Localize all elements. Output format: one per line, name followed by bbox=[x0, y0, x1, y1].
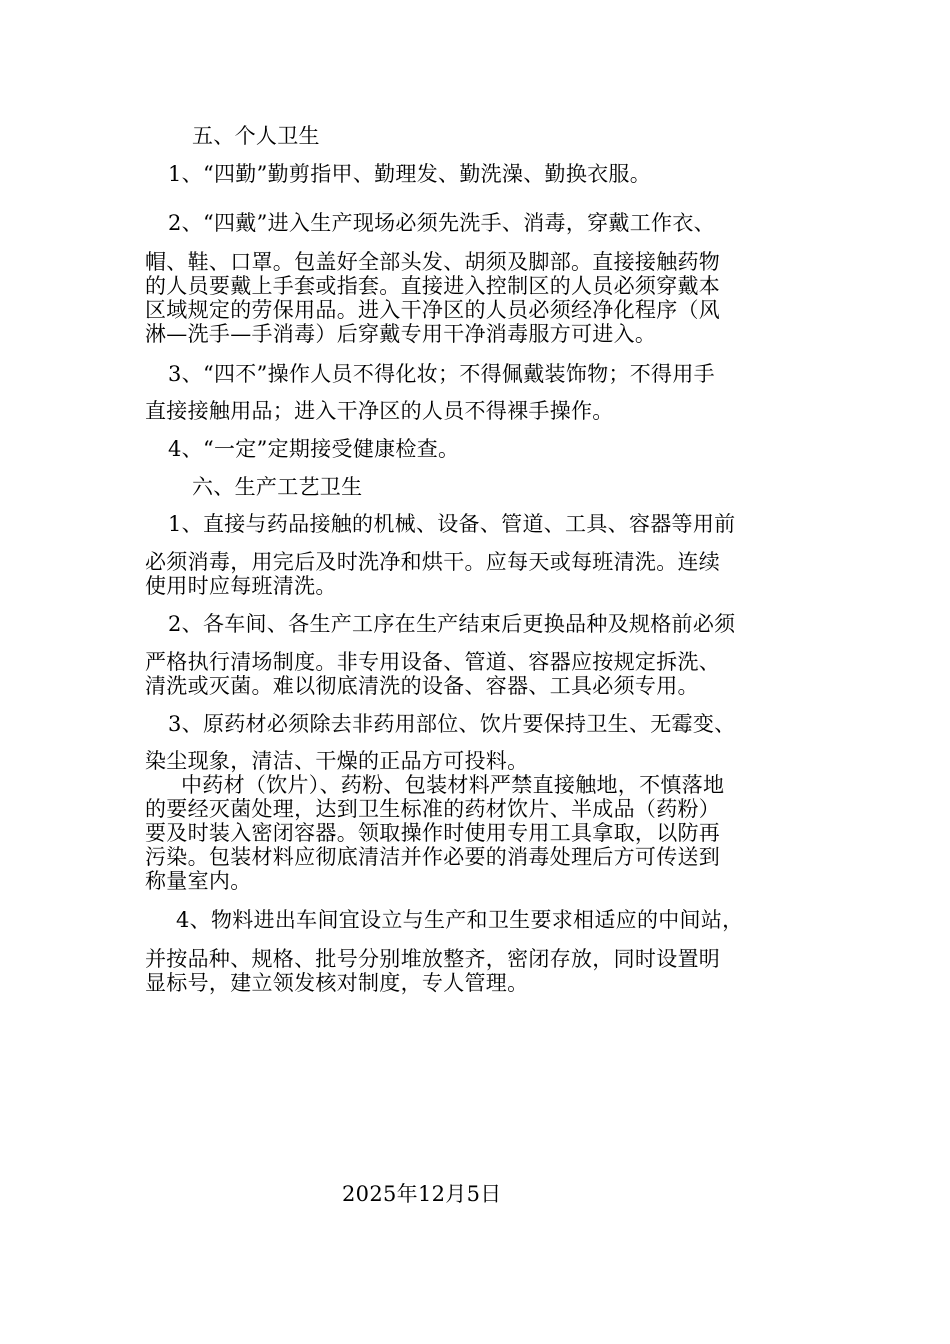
paragraph-intermediate-station-line: 显标号，建立领发核对制度，专人管理。 bbox=[145, 971, 529, 995]
paragraph-material-handling-line: 污染。包装材料应彻底清洁并作必要的消毒处理后方可传送到 bbox=[145, 845, 721, 869]
paragraph-four-wears-line: 的人员要戴上手套或指套。直接进入控制区的人员必须穿戴本 bbox=[145, 274, 721, 298]
paragraph-material-handling-line: 中药材（饮片）、药粉、包装材料严禁直接触地，不慎落地 bbox=[181, 773, 725, 797]
paragraph-four-wears-line: 区域规定的劳保用品。进入干净区的人员必须经净化程序（风 bbox=[145, 298, 721, 322]
paragraph-clearance-line: 2、各车间、各生产工序在生产结束后更换品种及规格前必须 bbox=[168, 612, 736, 636]
paragraph-raw-material-line: 3、原药材必须除去非药用部位、饮片要保持卫生、无霉变、 bbox=[168, 712, 736, 736]
paragraph-four-diligences: 1、“四勤”勤剪指甲、勤理发、勤洗澡、勤换衣服。 bbox=[168, 162, 652, 186]
paragraph-material-handling-line: 称量室内。 bbox=[145, 869, 252, 893]
paragraph-intermediate-station-line: 并按品种、规格、批号分别堆放整齐，密闭存放，同时设置明 bbox=[145, 947, 721, 971]
paragraph-equipment-line: 1、直接与药品接触的机械、设备、管道、工具、容器等用前 bbox=[168, 512, 736, 536]
document-date: 2025年12月5日 bbox=[342, 1182, 502, 1206]
paragraph-four-wears-line: 帽、鞋、口罩。包盖好全部头发、胡须及脚部。直接接触药物 bbox=[145, 250, 721, 274]
paragraph-clearance-line: 清洗或灭菌。难以彻底清洗的设备、容器、工具必须专用。 bbox=[145, 674, 699, 698]
paragraph-equipment-line: 必须消毒，用完后及时洗净和烘干。应每天或每班清洗。连续 bbox=[145, 550, 721, 574]
paragraph-health-check: 4、“一定”定期接受健康检查。 bbox=[168, 437, 460, 461]
section-heading-process-hygiene: 六、生产工艺卫生 bbox=[192, 475, 363, 499]
paragraph-material-handling-line: 的要经灭菌处理，达到卫生标准的药材饮片、半成品（药粉） bbox=[145, 797, 721, 821]
paragraph-four-donts-line: 直接接触用品；进入干净区的人员不得裸手操作。 bbox=[145, 399, 614, 423]
paragraph-equipment-line: 使用时应每班清洗。 bbox=[145, 574, 337, 598]
paragraph-intermediate-station-line: 4、物料进出车间宜设立与生产和卫生要求相适应的中间站， bbox=[176, 908, 744, 932]
paragraph-raw-material-line: 染尘现象，清洁、干燥的正品方可投料。 bbox=[145, 749, 529, 773]
section-heading-personal-hygiene: 五、个人卫生 bbox=[192, 124, 320, 148]
paragraph-four-wears-line: 淋—洗手—手消毒）后穿戴专用干净消毒服方可进入。 bbox=[145, 322, 657, 346]
paragraph-four-wears-line: 2、“四戴”进入生产现场必须先洗手、消毒，穿戴工作衣、 bbox=[168, 211, 715, 235]
paragraph-clearance-line: 严格执行清场制度。非专用设备、管道、容器应按规定拆洗、 bbox=[145, 650, 721, 674]
paragraph-material-handling-line: 要及时装入密闭容器。领取操作时使用专用工具拿取，以防再 bbox=[145, 821, 721, 845]
paragraph-four-donts-line: 3、“四不”操作人员不得化妆；不得佩戴装饰物；不得用手 bbox=[168, 362, 715, 386]
